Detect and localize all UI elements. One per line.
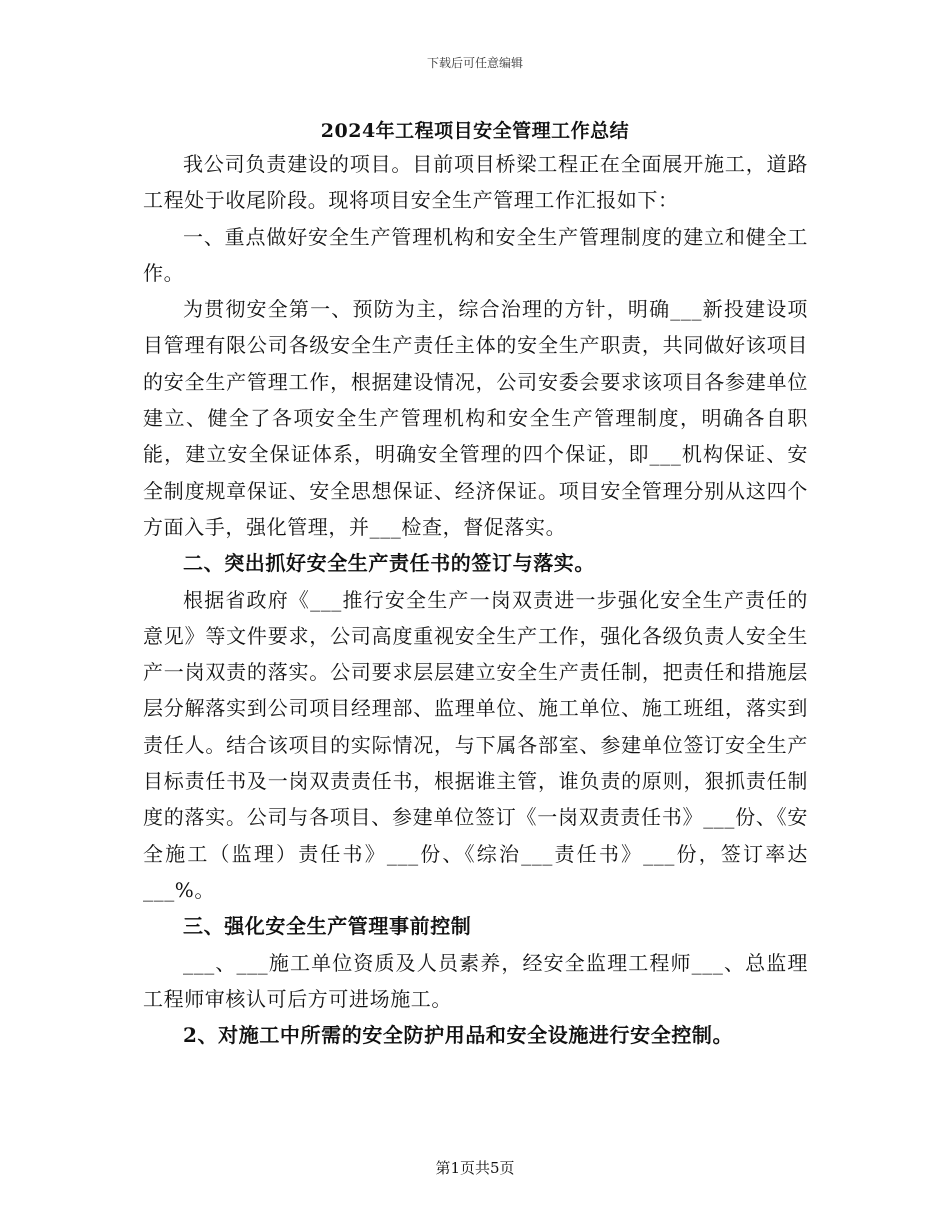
page-header: 下载后可任意编辑 [426,56,523,70]
paragraph-section-3-body: ___、___施工单位资质及人员素养，经安全监理工程师___、总监理工程师审核认可后方可进场施工。 [143,950,808,1011]
page-footer: 第1页共5页 [435,1159,515,1177]
heading-section-2: 二、突出抓好安全生产责任书的签订与落实。 [183,551,595,576]
heading-subsection-2: 2、对施工中所需的安全防护用品和安全设施进行安全控制。 [183,1023,734,1048]
paragraph-section-1: 一、重点做好安全生产管理机构和安全生产管理制度的建立和健全工作。 [143,224,808,285]
document-title: 2024年工程项目安全管理工作总结 [320,120,630,142]
heading-section-3: 三、强化安全生产管理事前控制 [183,914,472,939]
paragraph-section-1-body: 为贯彻安全第一、预防为主，综合治理的方针，明确___新投建设项目管理有限公司各级安全生产责任主体的安全生产职责，共同做好该项目的安全生产管理工作，根据建设情况，公司安委会要求该项目各参建单位建立、健全了各项安全生产管理机构和安全生产管理制度，明确各自职能，建立安全保证体系，明确安全管理的四个保证，即___机构保证、安全制度规章保证、安全思想保证、经济保证。项目安全管理分别从这四个方面入手，强化管理，并___检查，督促落实。 [143,297,808,539]
paragraph-intro: 我公司负责建设的项目。目前项目桥梁工程正在全面展开施工，道路工程处于收尾阶段。现将项目安全生产管理工作汇报如下： [143,152,808,213]
document-body [143,146,808,1053]
paragraph-section-2-body: 根据省政府《___推行安全生产一岗双责进一步强化安全生产责任的意见》等文件要求，公司高度重视安全生产工作，强化各级负责人安全生产一岗双责的落实。公司要求层层建立安全生产责任制，把责任和措施层层分解落实到公司项目经理部、监理单位、施工单位、施工班组，落实到责任人。结合该项目的实际情况，与下属各部室、参建单位签订安全生产目标责任书及一岗双责责任书，根据谁主管，谁负责的原则，狠抓责任制度的落实。公司与各项目、参建单位签订《一岗双责责任书》___份、《安全施工（监理）责任书》___份、《综治___责任书》___份，签订率达___%。 [143,587,808,902]
